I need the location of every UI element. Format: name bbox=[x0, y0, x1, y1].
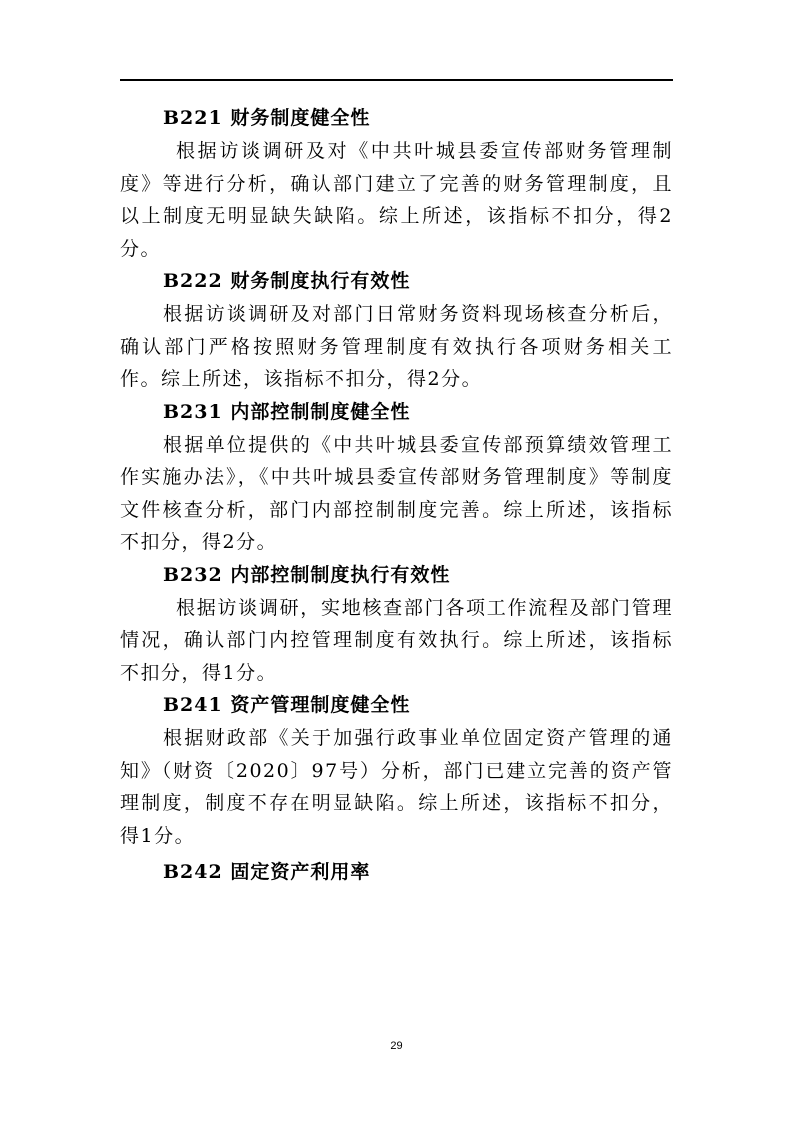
section-body-b232: 根据访谈调研，实地核查部门各项工作流程及部门管理情况，确认部门内控管理制度有效执行。综上所述，该指标不扣分，得1分。 bbox=[120, 596, 673, 684]
section-body-b231: 根据单位提供的《中共叶城县委宣传部预算绩效管理工作实施办法》，《中共叶城县委宣传部财务管理制度》等制度文件核查分析，部门内部控制制度完善。综上所述，该指标不扣分，得2分。 bbox=[120, 433, 673, 553]
section-heading-b242: B242 固定资产利用率 bbox=[163, 861, 371, 883]
document-body bbox=[120, 102, 673, 889]
section-heading-b241: B241 资产管理制度健全性 bbox=[163, 694, 411, 716]
header-rule bbox=[120, 79, 673, 81]
section-body-b221: 根据访谈调研及对《中共叶城县委宣传部财务管理制度》等进行分析，确认部门建立了完善的财务管理制度，且以上制度无明显缺失缺陷。综上所述，该指标不扣分，得2分。 bbox=[120, 140, 673, 260]
section-heading-b221: B221 财务制度健全性 bbox=[163, 107, 371, 129]
section-body-b241: 根据财政部《关于加强行政事业单位固定资产管理的通知》（财资〔2020〕97号）分析，部门已建立完善的资产管理制度，制度不存在明显缺陷。综上所述，该指标不扣分，得1分。 bbox=[120, 727, 673, 847]
section-heading-b222: B222 财务制度执行有效性 bbox=[163, 270, 411, 292]
section-heading-b231: B231 内部控制制度健全性 bbox=[163, 400, 411, 423]
section-body-b222: 根据访谈调研及对部门日常财务资料现场核查分析后，确认部门严格按照财务管理制度有效执行各项财务相关工作。综上所述，该指标不扣分，得2分。 bbox=[120, 303, 673, 390]
page-number: 29 bbox=[390, 1040, 403, 1052]
section-heading-b232: B232 内部控制制度执行有效性 bbox=[163, 563, 451, 586]
